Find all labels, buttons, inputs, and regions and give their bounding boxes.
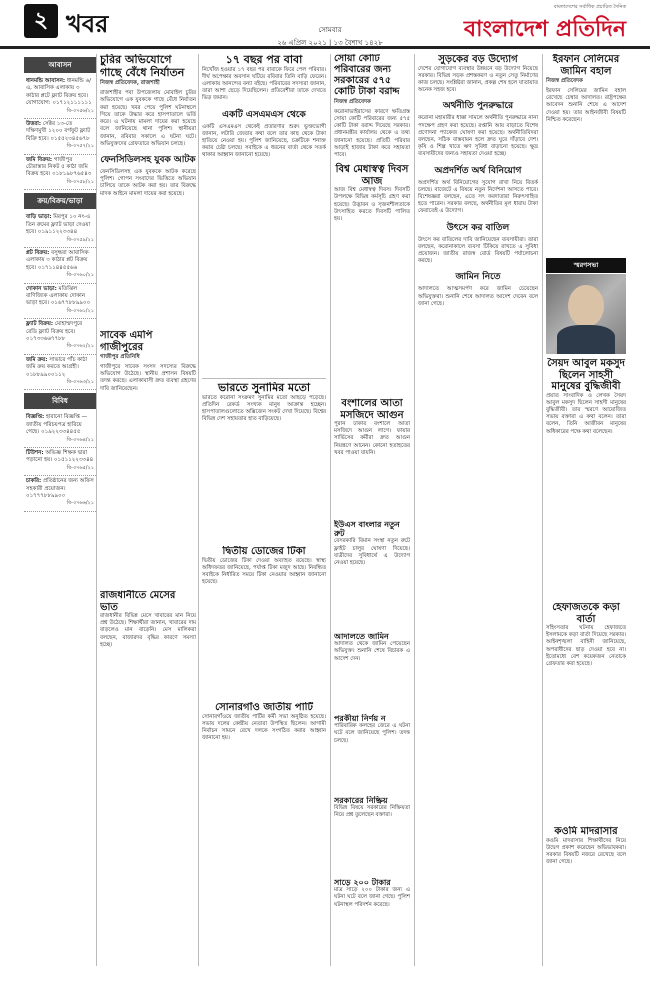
ad-text: হারানো বিজ্ঞপ্তি — জাতীয় পরিচয়পত্র হারিয়ে গেছে। ০১৯২২৩৩৪৪৫৫ — [26, 414, 88, 436]
article-irfan-selim — [546, 54, 626, 254]
article-subheading: অর্থনীতি পুনরুদ্ধারে — [442, 101, 514, 112]
portrait-photo — [546, 274, 626, 354]
article-body: সহিংসতার ঘটনায় হেফাজতে ইসলামকে কড়া বার্তা দিয়েছে সরকার। আইনশৃঙ্খলা বাহিনী জানিয়েছে, অপরাধীদের ছাড় দেওয়া হবে না। ইতোমধ্যে বেশ কয়েকজন নেতাকে গ্রেফতার করা হয়েছে। — [546, 625, 626, 668]
classifieds-column — [24, 54, 97, 966]
article-hefazat — [546, 602, 626, 822]
column-divider — [330, 54, 331, 966]
ad-text: মতিঝিল বাণিজ্যিক এলাকায় দোকান ভাড়া হবে। ০১৬৭৭৮৮৯৯০০ — [26, 285, 91, 307]
ad-title: বাড়ি ভাড়া: — [26, 214, 52, 221]
article-body: মাত্র সাড়ে ২০০ টাকার জন্য এ ঘটনা ঘটে বলে জানা গেছে। পুলিশ ঘটনাস্থল পরিদর্শন করেছে। — [334, 887, 410, 908]
ad-title: ফ্ল্যাট বিক্রয়: — [26, 321, 54, 328]
obituary-banner: স্মরণসভা — [546, 258, 626, 273]
article-allocation — [334, 54, 410, 394]
classified-ad — [24, 248, 96, 284]
classified-ad — [24, 448, 96, 476]
article-body: পুরান ঢাকার বংশালে আতা মসজিদে আগুন লাগে। ফায়ার সার্ভিসের কর্মীরা দ্রুত আগুন নিয়ন্ত্রণে আনেন। কোনো হতাহতের খবর পাওয়া যায়নি। — [334, 421, 410, 456]
ad-text: মিরপুর ১০ নং-এ তিন রুমের ফ্ল্যাট ভাড়া দেওয়া হবে। ০১৯১১২২৩৩৪৪ — [26, 214, 91, 236]
ad-title: প্লট বিক্রয়: — [26, 249, 50, 256]
article-byline: নিজস্ব প্রতিবেদক — [546, 78, 583, 84]
article-court-bail — [334, 632, 410, 712]
article-subheading: একটি এসএমএস থেকে — [222, 109, 306, 120]
article-qawmi-madrasa — [546, 826, 626, 962]
weekday: সোমবার — [318, 26, 342, 34]
column-divider — [198, 54, 199, 966]
article-headline: বিশ্ব মেধাস্বত্ব দিবস আজ — [335, 164, 409, 187]
article-headline: ১৭ বছর পর বাবা — [225, 54, 303, 66]
article-body: উৎসে কর বাতিলের দাবি জানিয়েছেন ব্যবসায়ীরা। তারা বলছেন, করোনাকালে ব্যবসা টিকিয়ে রাখতে এ সুবিধা প্রয়োজন। জাতীয় রাজস্ব বোর্ড বিষয়টি পর্যালোচনা করছে। — [418, 236, 538, 265]
article-headline: বংশালের আতা মসজিদে আগুন — [340, 398, 404, 421]
article-subheading: উৎসে কর বাতিল — [446, 222, 510, 233]
article-affair — [334, 714, 410, 794]
article-headline: ইউএস বাংলার নতুন রুট — [334, 520, 400, 539]
article-body: রাজধানীর বিভিন্ন মেসে খাবারের মান নিয়ে প্রশ্ন উঠেছে। শিক্ষার্থীরা জানান, খাবারের দাম বাড়লেও মান বাড়েনি। মেস মালিকরা বলছেন, বাজারদর বৃদ্ধির কারণে সমস্যা হচ্ছে। — [100, 613, 196, 648]
article-headline: সোনারগাঁও জাতীয় পার্টি — [215, 702, 313, 713]
dateline — [220, 24, 440, 49]
ad-title: উত্তরা: — [26, 121, 42, 128]
article-body: রাজশাহীর পবা উপজেলায় মোবাইল চুরির অভিযোগে এক যুবককে গাছে বেঁধে নির্যাতন করা হয়েছে। খবর পেয়ে পুলিশ ঘটনাস্থলে গিয়ে তাকে উদ্ধার করে হাসপাতালে ভর্তি করে। এ ঘটনায় মামলা দায়ের করা হয়েছে বলে জানিয়েছে থানা পুলিশ। স্থানীয়রা জানান, রবিবার সকালে এ ঘটনা ঘটে। অভিযুক্তদের গ্রেফতারে অভিযান চলছে। — [100, 90, 196, 147]
article-body: ভারতে করোনা সংক্রমণ সুনামির মতো আছড়ে পড়েছে। প্রতিদিন রেকর্ড সংখ্যক মানুষ আক্রান্ত হচ্ছেন। হাসপাতালগুলোতে অক্সিজেন সংকট দেখা দিয়েছে। বিশ্বের বিভিন্ন দেশ সহায়তার হাত বাড়িয়েছে। — [202, 394, 326, 423]
ad-code: বি-৩৭৬১/২১ — [66, 307, 94, 314]
article-body: বেসরকারি বিমান সংস্থা নতুন রুটে ফ্লাইট চালুর ঘোষণা দিয়েছে। যাত্রীদের সুবিধার্থে এ উদ্যোগ নেওয়া হয়েছে। — [334, 538, 410, 566]
page-header — [0, 0, 650, 49]
article-headline: আদালতে জামিন — [334, 632, 389, 641]
ad-code: বি-৩৭৫৭/২১ — [66, 143, 94, 150]
portrait-face — [568, 285, 603, 327]
article-body: ইরফান সেলিমের জামিন বহাল রেখেছে চেম্বার আদালত। রাষ্ট্রপক্ষের আবেদন শুনানি শেষে এ আদেশ দেওয়া হয়। তার আইনজীবী বিষয়টি নিশ্চিত করেছেন। — [546, 88, 626, 123]
article-economy — [418, 54, 538, 962]
article-gazipur — [100, 330, 196, 580]
column-divider — [542, 54, 543, 966]
article-theft-torture — [100, 54, 196, 324]
classifieds-heading: বিবিধ — [24, 393, 96, 409]
classifieds-heading: ক্রয়/বিক্রয়/ভাড়া — [24, 193, 96, 209]
ad-title: টিউশন: — [26, 450, 44, 457]
article-body: একটি এসএমএস থেকেই প্রতারণার শুরু। ভুক্তভোগী জানান, লটারি জেতার কথা বলে তার কাছ থেকে টাকা হাতিয়ে নেওয়া হয়। পুলিশ জানিয়েছে, চক্রটিকে শনাক্ত করার চেষ্টা চলছে। সবাইকে এ ধরনের বার্তা থেকে সতর্ক থাকার আহ্বান জানানো হয়েছে। — [202, 123, 326, 159]
section-divider — [202, 378, 326, 379]
article-body: অপ্রদর্শিত অর্থ বিনিয়োগের সুযোগ রাখা নিয়ে বিতর্ক চলছে। বাজেটে এ বিষয়ে নতুন নির্দেশনা আসতে পারে। বিশেষজ্ঞরা বলছেন, এতে সৎ করদাতারা নিরুৎসাহিত হতে পারেন। সরকার বলছে, অর্থনীতির মূল ধারায় টাকা ফেরাতেই এ উদ্যোগ। — [418, 179, 538, 215]
page-number: ২ — [24, 4, 58, 38]
ad-text: সাভারে পাঁচ কাঠা জমি ক্রয় করতে আগ্রহী। ০১৮৮৯৯০০১১২ — [26, 356, 88, 378]
article-body: ফেনসিডিলসহ এক যুবককে আটক করেছে পুলিশ। গোপন সংবাদের ভিত্তিতে অভিযান চালিয়ে তাকে আটক করা হয়। তার বিরুদ্ধে মাদক আইনে মামলা দায়ের করা হয়েছে। — [100, 168, 196, 197]
ad-code: বি-৩৭৬৪/২১ — [66, 436, 94, 443]
article-byline: নিজস্ব প্রতিবেদক — [334, 98, 371, 105]
article-maqsud — [546, 358, 626, 598]
ad-code: বি-৩৭৫৬/২১ — [66, 107, 94, 114]
classified-ad — [24, 76, 96, 119]
ad-code: বি-৩৭৫৯/২১ — [66, 236, 94, 243]
ad-text: গাজীপুর চৌরাস্তার নিকট ৫ কাঠা জমি বিক্রয় হবে। ০১৮১৯৮৭৬৫৪৩ — [26, 156, 92, 178]
article-sonargaon — [202, 702, 326, 962]
ad-code: বি-৩৭৫৮/২১ — [66, 178, 94, 185]
article-body: দ্বিতীয় ডোজের টিকা দেওয়া অব্যাহত রয়েছে। স্বাস্থ্য অধিদফতর জানিয়েছে, পর্যাপ্ত টিকা মজুদ আছে। নিবন্ধিত সবাইকে নির্ধারিত সময়ে টিকা নেওয়ার আহ্বান জানানো হয়েছে। — [202, 557, 326, 586]
article-body: বিভিন্ন বিষয়ে সরকারের নিষ্ক্রিয়তা নিয়ে প্রশ্ন তুলেছেন বক্তারা। — [334, 805, 410, 819]
article-body: আজ বিশ্ব মেধাস্বত্ব দিবস। দিবসটি উপলক্ষে বিভিন্ন কর্মসূচি গ্রহণ করা হয়েছে। উদ্ভাবন ও সৃজনশীলতাকে উৎসাহিত করতে দিবসটি পালিত হয়। — [334, 187, 410, 222]
classified-ad — [24, 284, 96, 320]
article-headline: সাবেক এমপি গাজীপুরের — [100, 330, 153, 353]
article-byline: গাজীপুর প্রতিনিধি — [100, 354, 140, 360]
classified-ad — [24, 355, 96, 391]
ad-text: বসুন্ধরা আবাসিক এলাকায় ৩ কাঠার প্লট বিক্রয় হবে। ০১৭১১৪৪৫৫৬৬ — [26, 249, 89, 271]
article-subheading: জামিন নিতে — [455, 272, 501, 283]
ad-title: বিজ্ঞপ্তি: — [26, 414, 45, 421]
ad-text: অভিজ্ঞ শিক্ষক দ্বারা পড়ানো হয়। ০১৫১১২২৩৩৪৪ — [26, 450, 94, 464]
article-body: নিখোঁজ হওয়ার ১৭ বছর পর বাবাকে ফিরে পেল পরিবার। দীর্ঘ অপেক্ষার অবসান ঘটিয়ে রবিবার তিনি বাড়ি ফেরেন। এলাকায় আনন্দের বন্যা বইছে। পরিবারের সদস্যরা জানান, তারা আশা ছেড়ে দিয়েছিলেন। প্রতিবেশীরা তাকে দেখতে ভিড় জমান। — [202, 66, 326, 102]
article-headline: কওমি মাদরাসার — [554, 826, 618, 837]
article-airline — [334, 520, 410, 630]
classified-ad — [24, 212, 96, 248]
article-headline: সৈয়দ আবুল মকসুদ ছিলেন সাহসী মানুষের বুদ্ধিজীবী — [547, 358, 625, 392]
ad-text: মোহাম্মদপুরে রেডি ফ্ল্যাট বিক্রয় হবে। ০১৭৩৩৬৬৭৭৮৮ — [26, 321, 83, 342]
ad-title: ধানমন্ডি আবাসন: — [26, 78, 66, 84]
article-mess-rice — [100, 590, 196, 960]
ad-title: চাকরি: — [26, 478, 42, 485]
article-headline: রাজধানীতে মেসের ভাত — [100, 590, 176, 613]
article-second-dose — [202, 546, 326, 696]
ad-code: বি-৩৭৬৫/২১ — [66, 464, 94, 471]
article-body: প্রয়াত সাংবাদিক ও লেখক সৈয়দ আবুল মকসুদ ছিলেন সাহসী মানুষের বুদ্ধিজীবী। তার স্মরণে আয়োজিত সভায় বক্তারা এ কথা বলেন। তারা বলেন, তিনি আজীবন মানুষের অধিকারের পক্ষে কথা বলেছেন। — [546, 392, 626, 435]
article-250-taka — [334, 878, 410, 962]
classified-ad — [24, 412, 96, 448]
article-headline: সোয়া কোটি পরিবারের জন্য সরকারের ৫৭৫ কোটি টাকা বরাদ্দ — [334, 54, 400, 97]
date: ২৬ এপ্রিল ২০২১ | ১৩ বৈশাখ ১৪২৮ — [277, 39, 383, 47]
ad-text: সেক্টর ১৩-তে দক্ষিণমুখী ১২০০ বর্গফুট ফ্ল্যাট বিক্রি হবে। ০১৫৫২৩৪৫৬৭৮ — [26, 121, 91, 142]
article-body: কওমি মাদরাসার শিক্ষার্থীদের নিয়ে উদ্বেগ প্রকাশ করেছেন অভিভাবকরা। সরকার বিষয়টি নজরে রেখেছে বলে জানা গেছে। — [546, 837, 626, 866]
article-subheading: অপ্রদর্শিত অর্থ বিনিয়োগ — [434, 165, 522, 176]
article-headline: দ্বিতীয় ডোজের টিকা — [222, 546, 306, 557]
classified-ad — [24, 476, 96, 512]
article-mosque-fire — [334, 398, 410, 518]
article-headline: পরকীয়া নির্ণয় ন — [334, 714, 386, 723]
article-headline: সাড়ে ২০০ টাকার — [334, 878, 391, 887]
article-india-tsunami — [202, 382, 326, 542]
article-body: পারিবারিক কলহের জেরে এ ঘটনা ঘটে বলে জানিয়েছে পুলিশ। তদন্ত চলছে। — [334, 723, 410, 744]
article-body: দেশের যোগাযোগ ব্যবস্থার উন্নয়নে বড় উদ্যোগ নিয়েছে সরকার। বিভিন্ন সড়ক প্রশস্তকরণ ও নতুন সেতু নির্মাণের কাজ চলছে। সংশ্লিষ্টরা জানান, প্রকল্প শেষ হলে যাতায়াত অনেক সহজ হবে। — [418, 65, 538, 94]
ad-title: জমি ক্রয়: — [26, 356, 48, 363]
article-headline: চুরির অভিযোগে গাছে বেঁধে নির্যাতন — [100, 54, 185, 79]
brand-name: বাংলাদেশ প্রতিদিন — [463, 16, 626, 42]
article-subheading: ফেনসিডিলসহ যুবক আটক — [100, 154, 196, 165]
classifieds-heading: আবাসন — [24, 57, 96, 73]
ad-text: প্রতিষ্ঠানের জন্য অফিস সহকারী প্রয়োজন। ০১৭৭৭৮৮৯৯০০ — [26, 478, 94, 500]
classified-ad — [24, 155, 96, 191]
article-byline: নিজস্ব প্রতিবেদক, রাজশাহী — [100, 80, 160, 87]
portrait-body — [557, 325, 615, 354]
ad-code: বি-৩৭৬২/২১ — [66, 343, 94, 350]
article-body: সোনারগাঁওয়ে জাতীয় পার্টির কর্মী সভা অনুষ্ঠিত হয়েছে। সভায় দলের কেন্দ্রীয় নেতারা উপস্থিত ছিলেন। আগামী নির্বাচন সামনে রেখে দলকে সংগঠিত করার আহ্বান জানানো হয়। — [202, 713, 326, 742]
ad-text: ধানমন্ডি ৬/এ, আবাসিক এলাকায় ৩ কাঠার প্লটে ফ্ল্যাট বিক্রয় হবে। যোগাযোগ: ০১৭১২১১১১১১ — [26, 78, 92, 107]
article-headline: হেফাজতকে কড়া বার্তা — [552, 602, 620, 625]
article-body: আদালতে আত্মসমর্পণ করে জামিন চেয়েছেন অভিযুক্তরা। শুনানি শেষে আদালত আদেশ দেবেন বলে জানা গেছে। — [418, 286, 538, 307]
classified-ad — [24, 319, 96, 355]
brand-tagline: বাংলাদেশের সর্বাধিক প্রচারিত দৈনিক — [553, 4, 626, 10]
ad-title: দোকান ভাড়া: — [26, 285, 57, 292]
ad-code: বি-৩৭৬০/২১ — [66, 272, 94, 279]
brand-logo — [464, 4, 626, 49]
article-headline: ভারতে সুনামির মতো — [217, 382, 311, 394]
article-body: গাজীপুরে সাবেক সংসদ সদস্যের বিরুদ্ধে অভিযোগ উঠেছে। স্থানীয় প্রশাসন বিষয়টি তদন্ত করছে। এলাকাবাসী দ্রুত ব্যবস্থা গ্রহণের দাবি জানিয়েছেন। — [100, 364, 196, 392]
article-father-17-years — [202, 54, 326, 374]
article-headline: ইরফান সেলিমের জামিন বহাল — [552, 54, 620, 77]
section-title: খবর — [66, 9, 109, 38]
classified-ad — [24, 119, 96, 155]
article-headline: সরকারের নিষ্ক্রিয় — [334, 796, 388, 805]
article-body: করোনা মহামারীর ধাক্কা সামলে অর্থনীতি পুনরুদ্ধারে নানা পদক্ষেপ গ্রহণ করা হয়েছে। রপ্তানি আয় বাড়াতে বিশেষ প্রণোদনা প্যাকেজ ঘোষণা করা হয়েছে। অর্থনীতিবিদরা বলছেন, সঠিক বাস্তবায়ন হলে দ্রুত ঘুরে দাঁড়াবে দেশ। কৃষি ও শিল্প খাতে ঋণ সুবিধা বাড়ানো হয়েছে। ক্ষুদ্র ব্যবসায়ীদের জন্যও সহায়তা দেওয়া হচ্ছে। — [418, 115, 538, 158]
article-govt-inaction — [334, 796, 410, 876]
ad-title: জমি বিক্রয়: — [26, 156, 53, 163]
ad-code: বি-৩৭৬৬/২১ — [66, 500, 94, 507]
article-body: করোনাভাইরাসের কারণে ক্ষতিগ্রস্ত সোয়া কোটি পরিবারের জন্য ৫৭৫ কোটি টাকা বরাদ্দ দিয়েছে সরকার। প্রধানমন্ত্রীর কার্যালয় থেকে এ তথ্য জানানো হয়েছে। প্রতিটি পরিবার আড়াই হাজার টাকা করে সহায়তা পাবে। — [334, 108, 410, 158]
article-headline: সুড়কের বড় উদ্যোগ — [438, 54, 518, 65]
column-divider — [414, 54, 415, 966]
ad-code: বি-৩৭৬৩/২১ — [66, 379, 94, 385]
article-body: আদালত থেকে জামিন পেয়েছেন অভিযুক্ত। শুনানি শেষে বিচারক এ আদেশ দেন। — [334, 641, 410, 662]
